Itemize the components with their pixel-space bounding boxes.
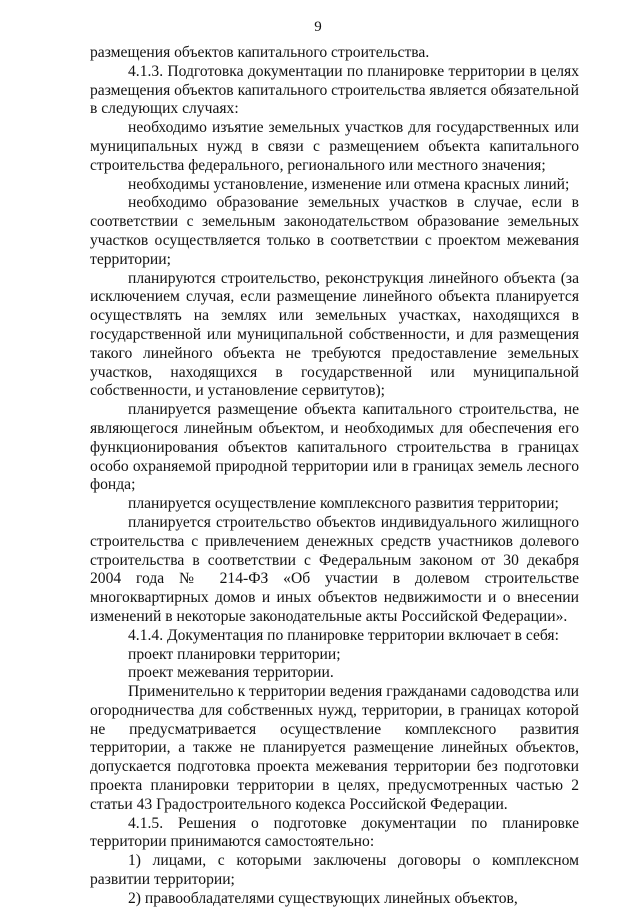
paragraph: необходимо изъятие земельных участков для государственных или муниципальных нужд в связи с размещением объекта капитального строительства федерального, регионального или местного значения; (90, 119, 579, 174)
paragraph: планируются строительство, реконструкция линейного объекта (за исключением случая, если размещение линейного объекта планируется осуществлять на землях или земельных участках, находящихся в государственной или муниципальной собственности, и для размещения такого линейного объекта не требуются предоставление земельных участков, находящихся в государственной или муниципальной собственности, и установление сервитутов); (90, 269, 579, 400)
paragraph: 4.1.5. Решения о подготовке документации по планировке территории принимаются самостоятельно: (90, 814, 579, 851)
paragraph: 1) лицами, с которыми заключены договоры о комплексном развитии территории; (90, 852, 579, 889)
paragraph: планируется строительство объектов индивидуального жилищного строительства с привлечением денежных средств участников долевого строительства в соответствии с Федеральным законом от 30 декабря 2004 года № 214-ФЗ «Об участии в долевом строительстве многоквартирных домов и иных объектов недвижимости и о внесении изменений в некоторые законодательные акты Российской Федерации». (90, 513, 579, 625)
paragraph: планируется размещение объекта капитального строительства, не являющегося линейным объектом, и необходимых для обеспечения его функционирования объектов капитального строительства в границах особо охраняемой природной территории или в границах земель лесного фонда; (90, 401, 579, 494)
paragraph: 2) правообладателями существующих линейных объектов, (128, 889, 518, 907)
paragraph: планируется осуществление комплексного развития территории; (128, 495, 559, 513)
page-number: 9 (314, 19, 322, 35)
document-body (90, 44, 579, 909)
paragraph: 4.1.4. Документация по планировке территории включает в себя: (128, 626, 559, 644)
paragraph: 4.1.3. Подготовка документации по планировке территории в целях размещения объектов капитального строительства является обязательной в следующих случаях: (90, 62, 579, 118)
paragraph: размещения объектов капитального строительства. (90, 44, 430, 61)
paragraph: Применительно к территории ведения гражданами садоводства или огородничества для собственных нужд, территории, в границах которой не предусматривается осуществление комплексного развития территории, а также не планируется размещение линейных объектов, допускается подготовка проекта межевания территории без подготовки проекта планировки территории в целях, предусмотренных частью 2 статьи 43 Градостроительного кодекса Российской Федерации. (90, 683, 579, 813)
paragraph: необходимы установление, изменение или отмена красных линий; (128, 175, 570, 193)
paragraph: проект межевания территории. (128, 664, 334, 682)
paragraph: проект планировки территории; (128, 645, 341, 663)
paragraph: необходимо образование земельных участков в случае, если в соответствии с земельным законодательством образование земельных участков осуществляется только в соответствии с проектом межевания территории; (90, 194, 579, 268)
